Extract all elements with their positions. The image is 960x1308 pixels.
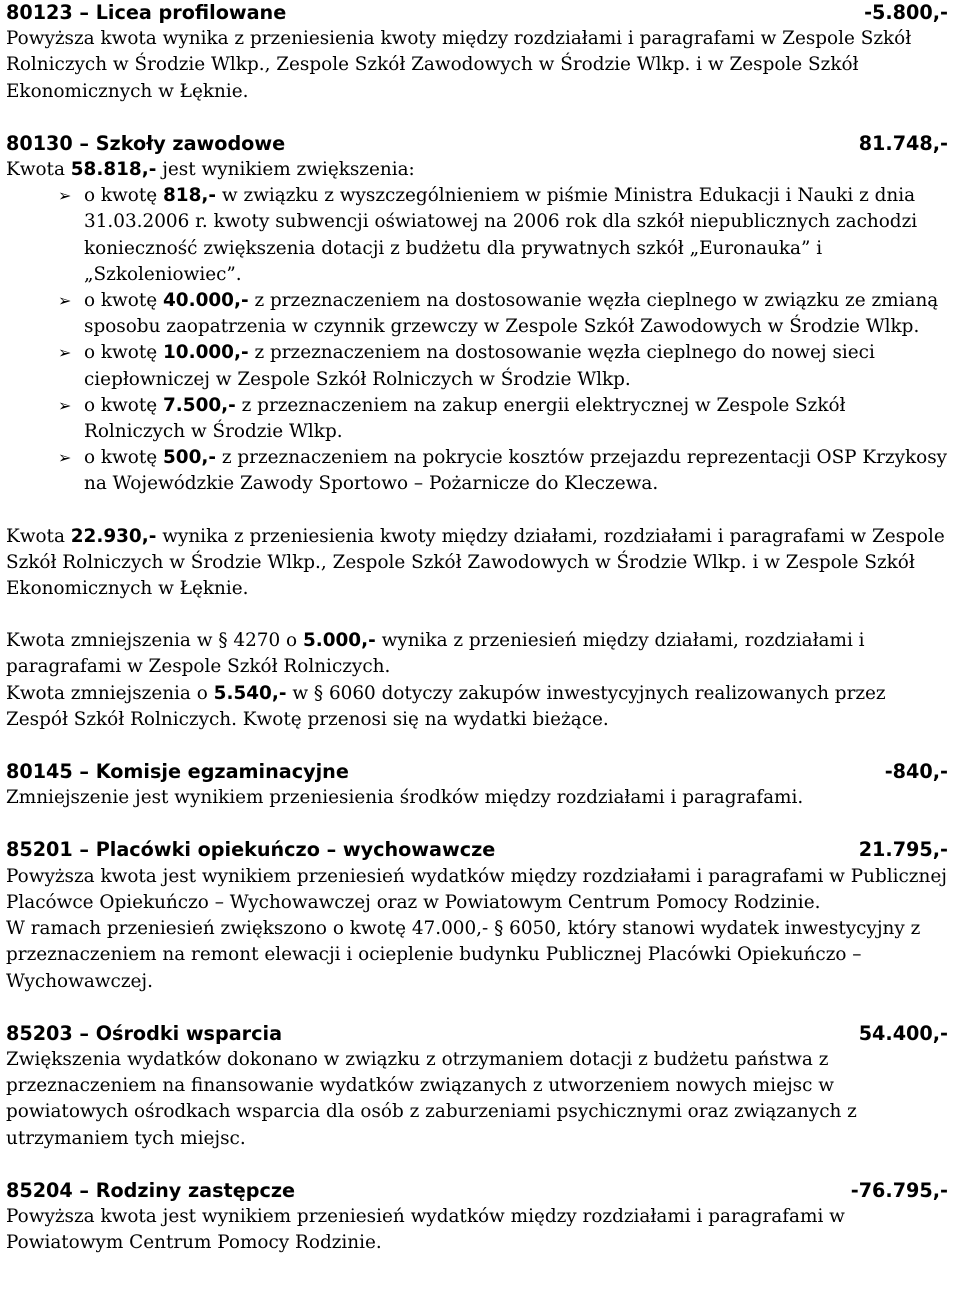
section-text: W ramach przeniesień zwiększono o kwotę 47.000,- § 6050, który stanowi wydatek inwestycyjny z przeznaczeniem na remont elewacji i ocieplenie budynku Publicznej Placówki Opiekuńczo – Wychowawczej. [6, 918, 921, 992]
paragraph: Kwota zmniejszenia w § 4270 o 5.000,- wynika z przeniesień między działami, rozdziałami i paragrafami w Zespole Szkół Rolniczych. [6, 630, 865, 678]
arrow-bullet-icon: ➢ [58, 291, 72, 311]
bullet-item: ➢ o kwotę 10.000,- z przeznaczeniem na dostosowanie węzła cieplnego do nowej sieci ciepłowniczej w Zespole Szkół Rolniczych w Środzie Wlkp. [58, 342, 875, 390]
arrow-bullet-icon: ➢ [58, 186, 72, 206]
paragraph: Kwota 22.930,- wynika z przeniesienia kwoty między działami, rozdziałami i paragrafami w Zespole Szkół Rolniczych w Środzie Wlkp., Zespole Szkół Zawodowych w Środzie Wlkp. i w Zespole Szkół Ekonomicznych w Łęknie. [6, 525, 945, 600]
section-title: 85203 – Ośrodki wsparcia [6, 1021, 283, 1045]
section-amount: 21.795,- [858, 838, 948, 862]
paragraph: Kwota zmniejszenia o 5.540,- w § 6060 dotyczy zakupów inwestycyjnych realizowanych przez Zespół Szkół Rolniczych. Kwotę przenosi się na wydatki bieżące. [6, 682, 886, 730]
section-header-80123 [6, 0, 952, 26]
section-text: Zwiększenia wydatków dokonano w związku z otrzymaniem dotacji z budżetu państwa z przeznaczeniem na finansowanie wydatków związanych z utworzeniem nowych miejsc w powiatowych ośrodkach wsparcia dla osób z zaburzeniami psychicznymi oraz związanych z utrzymaniem tych miejsc. [6, 1048, 857, 1149]
arrow-bullet-icon: ➢ [58, 448, 72, 468]
bullet-item: ➢ o kwotę 7.500,- z przeznaczeniem na zakup energii elektrycznej w Zespole Szkół Rolniczych w Środzie Wlkp. [58, 394, 846, 443]
section-text: Zmniejszenie jest wynikiem przeniesienia środków między rozdziałami i paragrafami. [6, 787, 804, 809]
section-amount: 81.748,- [858, 131, 948, 155]
section-title: 85204 – Rodziny zastępcze [6, 1178, 296, 1202]
section-text: Powyższa kwota wynika z przeniesienia kwoty między rozdziałami i paragrafami w Zespole Szkół Rolniczych w Środzie Wlkp., Zespole Szkół Zawodowych w Środzie Wlkp. i w Zespole Szkół Ekonomicznych w Łęknie. [6, 28, 912, 102]
bullet-item: ➢ o kwotę 40.000,- z przeznaczeniem na dostosowanie węzła cieplnego w związku ze zmianą sposobu zaopatrzenia w czynnik grzewczy w Zespole Szkół Zawodowych w Środzie Wlkp. [58, 290, 939, 338]
section-title: 80130 – Szkoły zawodowe [6, 131, 286, 155]
section-amount: -5.800,- [864, 1, 948, 24]
section-title: 85201 – Placówki opiekuńczo – wychowawcze [6, 838, 496, 862]
section-header-85203 [6, 1021, 952, 1047]
section-text: Powyższa kwota jest wynikiem przeniesień wydatków między rozdziałami i paragrafami w Powiatowym Centrum Pomocy Rodzinie. [6, 1205, 845, 1254]
section-header-85204 [6, 1178, 952, 1204]
section-header-85201 [6, 837, 952, 863]
arrow-bullet-icon: ➢ [58, 343, 72, 363]
bullet-item: ➢ o kwotę 818,- w związku z wyszczególnieniem w piśmie Ministra Edukacji i Nauki z dnia 31.03.2006 r. kwoty subwencji oświatowej na 2006 rok dla szkół niepublicznych zachodzi konieczność zwiększenia dotacji z budżetu dla prywatnych szkół „Euronauka” i „Szkoleniowiec”. [58, 185, 918, 285]
section-title: 80123 – Licea profilowane [6, 1, 287, 24]
arrow-bullet-icon: ➢ [58, 395, 72, 415]
section-intro: Kwota 58.818,- jest wynikiem zwiększenia: [6, 159, 415, 181]
section-amount: -840,- [884, 760, 948, 784]
section-header-80145 [6, 759, 952, 785]
section-amount: 54.400,- [858, 1021, 948, 1045]
section-text: Powyższa kwota jest wynikiem przeniesień wydatków między rozdziałami i paragrafami w Publicznej Placówce Opiekuńczo – Wychowawczej oraz w Powiatowym Centrum Pomocy Rodzinie. [6, 865, 947, 913]
bullet-item: ➢ o kwotę 500,- z przeznaczeniem na pokrycie kosztów przejazdu reprezentacji OSP Krzykosy na Wojewódzkie Zawody Sportowo – Pożarnicze do Kleczewa. [58, 447, 948, 495]
section-header-80130 [6, 131, 952, 157]
section-amount: -76.795,- [850, 1178, 948, 1202]
section-title: 80145 – Komisje egzaminacyjne [6, 760, 349, 784]
